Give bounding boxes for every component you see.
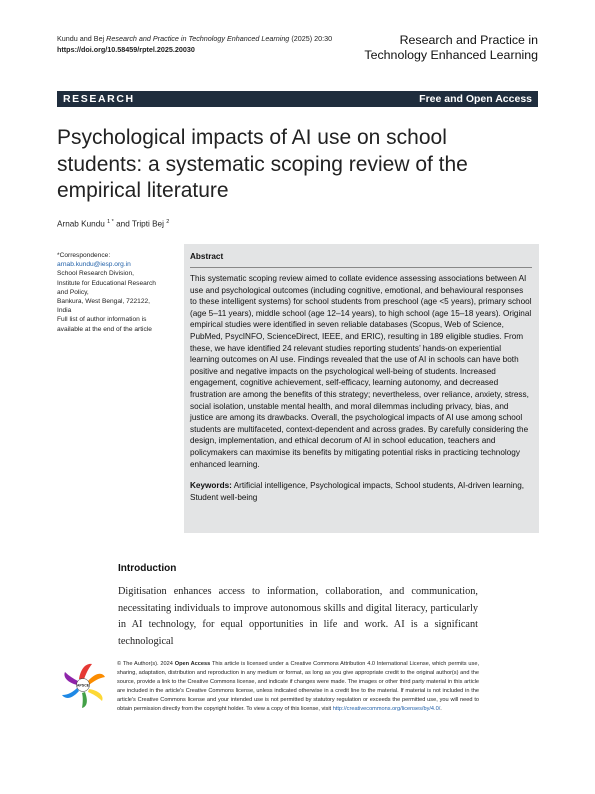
address-line: and Policy,	[57, 288, 89, 296]
keywords-label: Keywords:	[190, 481, 232, 491]
address-line: Institute for Educational Research	[57, 279, 156, 287]
abstract-heading: Abstract	[190, 252, 224, 261]
title-line: empirical literature	[57, 179, 229, 202]
apsce-logo-icon	[58, 660, 108, 710]
section-heading-introduction: Introduction	[118, 563, 177, 574]
introduction-paragraph: Digitisation enhances access to information, collaboration, and communication, necessitating individuals to improve autonomous skills and digital literacy, particularly in AI technology, for equal opportunities in life and work. AI is a significant technological	[118, 586, 478, 647]
author-name: Tripti Bej	[131, 219, 164, 229]
logo-text: APSCE	[76, 683, 90, 688]
doi-link[interactable]: https://doi.org/10.58459/rptel.2025.20030	[57, 45, 195, 54]
correspondence-sidebar	[57, 251, 179, 334]
journal-name-line-2: Technology Enhanced Learning	[364, 48, 538, 62]
license-notice	[117, 660, 479, 714]
citation-line	[57, 33, 332, 44]
author-conjunction: and	[116, 219, 132, 229]
title-line: Psychological impacts of AI use on school	[57, 126, 447, 149]
title-line: students: a systematic scoping review of the	[57, 152, 468, 176]
keywords	[190, 480, 532, 503]
author-list	[57, 219, 169, 229]
abstract-body: This systematic scoping review aimed to collate evidence assessing associations between AI use and psychological outcomes (including cognitive, emotional, and behavioural responses to these intelligent systems) for school students from preschool (age <5 years), primary school (age 5–11 years), middle school (age 12–14 years), to high school (age 15–18 years). Original empirical studies were identified in seven reliable databases (Scopus, Web of Science, PubMed, PsycINFO, ScienceDirect, IEEE, and ERIC), resulting in 189 eligible studies. From these, we have identified 24 relevant studies reporting students’ hands-on experiential learning outcomes on AI use. Findings revealed that the use of AI in schools can have both positive and negative impacts on the psychological well-being of students. Increased engagement, cognitive achievement, self-efficacy, learning autonomy, and decreased frustration are among the benefits of this strategy; nevertheless, over reliance, anxiety, stress, social isolation, unstable mental health, and moral dilemmas including privacy, bias, and justice are among its drawbacks. Overall, the psychological impacts of AI use among school students are multifaceted, context-dependent and across grades. By carefully considering the design, implementation, and ethical decorum of AI in school education, teachers and policymakers can maximise its benefits by mitigating potential risks in practicing technology enhanced learning.	[190, 274, 532, 469]
author-info-note: Full list of author information is	[57, 316, 147, 324]
running-header-citation	[57, 33, 332, 55]
journal-name-line-1: Research and Practice in	[399, 33, 538, 47]
address-line: Bankura, West Bengal, 722122,	[57, 298, 150, 306]
open-access-label: Open Access	[174, 661, 211, 667]
article-title	[57, 125, 537, 205]
author-affiliation-mark: 2	[166, 219, 170, 225]
license-text: This article is licensed under a Creative Commons Attribution 4.0 International License, which permits use, sharing, adaptation, distribution and reproduction in any medium or format, as long as you give appropriate credit to the original author(s) and the source, provide a link to the Creative Commons license, and indicate if changes were made. The images or other third party material in this article are included in the article's Creative Commons license, unless indicated otherwise in a credit line to the material. If material is not included in the article's Creative Commons license and your intended use is not permitted by statutory regulation or exceeds the permitted use, you will need to obtain permission directly from the copyright holder. To view a copy of this license, visit	[117, 661, 480, 712]
license-link[interactable]: http://creativecommons.org/licenses/by/4.0/	[332, 706, 441, 712]
author-affiliation-mark: 1 *	[107, 219, 114, 225]
article-type-label: RESEARCH	[63, 93, 135, 105]
correspondence-email[interactable]: arnab.kundu@iesp.org.in	[57, 261, 131, 269]
article-type-banner	[57, 91, 538, 107]
address-line: School Research Division,	[57, 270, 134, 278]
abstract-box	[184, 244, 539, 533]
access-label: Free and Open Access	[419, 93, 532, 105]
author-info-note: available at the end of the article	[57, 325, 152, 333]
citation-year-volume: (2025) 20:30	[291, 34, 333, 43]
author-name: Arnab Kundu	[57, 219, 105, 229]
citation-authors: Kundu and Bej	[57, 34, 105, 43]
copyright-text: © The Author(s). 2024	[117, 661, 173, 667]
journal-name	[364, 33, 538, 63]
address-line: India	[57, 307, 72, 315]
abstract-divider	[190, 267, 532, 268]
correspondence-label: *Correspondence:	[57, 252, 111, 259]
citation-journal: Research and Practice in Technology Enhanced Learning	[106, 34, 290, 43]
keywords-list: Artificial intelligence, Psychological impacts, School students, AI-driven learning, Student well-being	[190, 481, 525, 502]
license-end-punctuation: .	[440, 706, 442, 712]
